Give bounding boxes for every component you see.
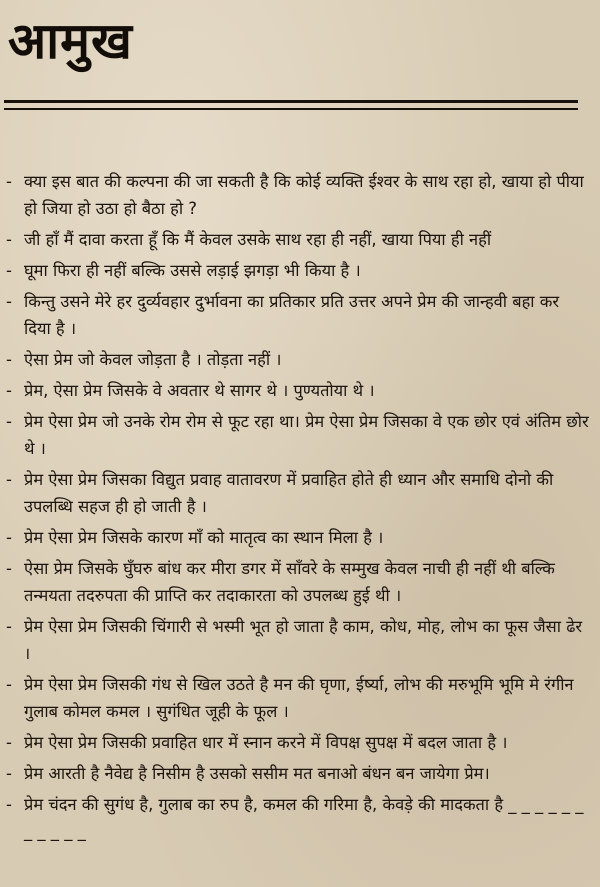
list-dash: - [6,350,12,369]
title-rule-bottom [4,108,578,110]
list-item [0,288,596,342]
preface-list [0,168,596,849]
list-dash: - [6,795,12,814]
list-dash: - [6,733,12,752]
list-dash: - [6,675,12,694]
list-dash: - [6,528,12,547]
list-dash: - [6,292,12,311]
list-item-text: प्रेम चंदन की सुगंध है, गुलाब का रुप है, कमल की गरिमा है, केवड़े की मादकता है _ _ _ _ _ _ _ _ _ _ _ [24,795,584,841]
list-item [0,729,596,756]
list-item-text: प्रेम ऐसा प्रेम जिसकी गंध से खिल उठते है मन की घृणा, ईर्ष्या, लोभ की मरुभूमि भूमि मे रंगीन गुलाब कोमल कमल । सुगंधित जूही के फूल । [24,675,574,721]
list-item-text: प्रेम ऐसा प्रेम जो उनके रोम रोम से फूट रहा था। प्रेम ऐसा प्रेम जिसका वे एक छोर एवं अंतिम छोर थे । [24,412,589,458]
list-dash: - [6,617,12,636]
list-dash: - [6,230,12,249]
list-item [0,555,596,609]
list-item-text: ऐसा प्रेम जिसके घुँघरु बांध कर मीरा डगर में साँवरे के सम्मुख केवल नाची ही नहीं थी बल्कि तन्मयता तदरुपता की प्राप्ति कर तदाकारता को उपलब्ध हुई थी । [24,559,555,605]
list-item-text: जी हाँ मैं दावा करता हूँ कि मैं केवल उसके साथ रहा ही नहीं, खाया पिया ही नहीं [24,230,492,249]
list-item-text: प्रेम ऐसा प्रेम जिसका विद्युत प्रवाह वातावरण में प्रवाहित होते ही ध्यान और समाधि दोनो की उपलब्धि सहज ही हो जाती है । [24,470,554,516]
list-item-text: घूमा फिरा ही नहीं बल्कि उससे लड़ाई झगड़ा भी किया है । [24,261,361,280]
list-item [0,377,596,404]
list-dash: - [6,559,12,578]
list-item-text: प्रेम ऐसा प्रेम जिसके कारण माँ को मातृत्व का स्थान मिला है । [24,528,384,547]
list-item-text: प्रेम ऐसा प्रेम जिसकी चिंगारी से भस्मी भूत हो जाता है काम, कोध, मोह, लोभ का फूस जैसा ढेर । [24,617,583,663]
title-rule-top [4,100,578,103]
list-item-text: क्या इस बात की कल्पना की जा सकती है कि कोई व्यक्ति ईश्वर के साथ रहा हो, खाया हो पीया हो जिया हो उठा हो बैठा हो ? [24,172,584,218]
list-dash: - [6,470,12,489]
list-dash: - [6,412,12,431]
list-item [0,791,596,845]
list-item [0,226,596,253]
list-item [0,168,596,222]
list-item [0,671,596,725]
list-item [0,524,596,551]
list-item [0,760,596,787]
list-item [0,613,596,667]
list-item [0,408,596,462]
list-dash: - [6,172,12,191]
list-item [0,257,596,284]
page-title: आमुख [8,12,133,70]
list-item-text: ऐसा प्रेम जो केवल जोड़ता है । तोड़ता नहीं । [24,350,282,369]
list-item [0,466,596,520]
list-item-text: प्रेम आरती है नैवेद्य है निसीम है उसको ससीम मत बनाओ बंधन बन जायेगा प्रेम। [24,764,490,783]
list-dash: - [6,764,12,783]
list-item-text: प्रेम ऐसा प्रेम जिसकी प्रवाहित धार में स्नान करने में विपक्ष सुपक्ष में बदल जाता है । [24,733,508,752]
list-item-text: प्रेम, ऐसा प्रेम जिसके वे अवतार थे सागर थे । पुण्यतोया थे । [24,381,375,400]
list-dash: - [6,381,12,400]
list-dash: - [6,261,12,280]
list-item [0,346,596,373]
list-item-text: किन्तु उसने मेरे हर दुर्व्यवहार दुर्भावना का प्रतिकार प्रति उत्तर अपने प्रेम की जान्हवी बहा कर दिया है । [24,292,560,338]
